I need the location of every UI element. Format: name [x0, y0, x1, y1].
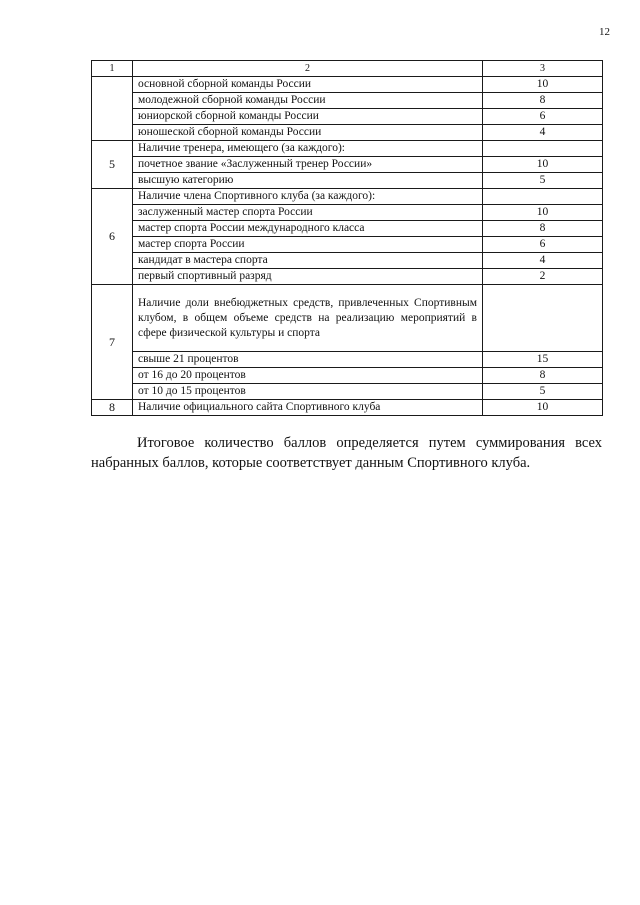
page-number: 12: [599, 26, 610, 38]
row-number-cell: [92, 77, 133, 141]
row-number-cell: 6: [92, 189, 133, 285]
table-row: [92, 352, 603, 368]
table-row: [92, 368, 603, 384]
criterion-cell: высшую категорию: [133, 173, 483, 189]
table-row: [92, 205, 603, 221]
table-row: [92, 173, 603, 189]
table-row: [92, 109, 603, 125]
points-cell: 8: [483, 93, 603, 109]
table-row: [92, 157, 603, 173]
criterion-cell: Наличие доли внебюджетных средств, привлеченных Спортивным клубом, в общем объеме средств на реализацию мероприятий в сфере физической культуры и спорта: [133, 285, 483, 352]
points-cell: 10: [483, 77, 603, 93]
table-row: [92, 141, 603, 157]
criteria-table: [91, 60, 603, 416]
points-cell: 6: [483, 237, 603, 253]
points-cell: 10: [483, 400, 603, 416]
points-cell: [483, 141, 603, 157]
table-row: [92, 221, 603, 237]
table-row: [92, 93, 603, 109]
criterion-cell: почетное звание «Заслуженный тренер России»: [133, 157, 483, 173]
criterion-cell: от 10 до 15 процентов: [133, 384, 483, 400]
criterion-cell: юниорской сборной команды России: [133, 109, 483, 125]
points-cell: 10: [483, 205, 603, 221]
criterion-cell: кандидат в мастера спорта: [133, 253, 483, 269]
points-cell: 8: [483, 368, 603, 384]
points-cell: 8: [483, 221, 603, 237]
points-cell: 15: [483, 352, 603, 368]
table-row: [92, 384, 603, 400]
criterion-cell: Наличие официального сайта Спортивного клуба: [133, 400, 483, 416]
criterion-cell: Наличие члена Спортивного клуба (за каждого):: [133, 189, 483, 205]
points-cell: 6: [483, 109, 603, 125]
criterion-cell: юношеской сборной команды России: [133, 125, 483, 141]
points-cell: 10: [483, 157, 603, 173]
table-row: [92, 189, 603, 205]
criterion-cell: первый спортивный разряд: [133, 269, 483, 285]
criterion-cell: мастер спорта России: [133, 237, 483, 253]
table-row: [92, 285, 603, 352]
criterion-cell: заслуженный мастер спорта России: [133, 205, 483, 221]
criterion-cell: Наличие тренера, имеющего (за каждого):: [133, 141, 483, 157]
criterion-cell: молодежной сборной команды России: [133, 93, 483, 109]
row-number-cell: 7: [92, 285, 133, 400]
points-cell: 4: [483, 125, 603, 141]
points-cell: 5: [483, 384, 603, 400]
header-col-1: 1: [92, 61, 133, 77]
table-row: [92, 77, 603, 93]
table-header-row: [92, 61, 603, 77]
row-number-cell: 8: [92, 400, 133, 416]
points-cell: [483, 189, 603, 205]
points-cell: 5: [483, 173, 603, 189]
points-cell: 4: [483, 253, 603, 269]
table-row: [92, 237, 603, 253]
criterion-cell: основной сборной команды России: [133, 77, 483, 93]
header-col-3: 3: [483, 61, 603, 77]
table-row: [92, 400, 603, 416]
table-row: [92, 269, 603, 285]
criterion-cell: свыше 21 процентов: [133, 352, 483, 368]
points-cell: [483, 285, 603, 352]
row-number-cell: 5: [92, 141, 133, 189]
points-cell: 2: [483, 269, 603, 285]
conclusion-paragraph: Итоговое количество баллов определяется путем суммирования всех набранных баллов, которые соответствует данным Спортивного клуба.: [91, 435, 602, 471]
table-row: [92, 125, 603, 141]
criterion-cell: от 16 до 20 процентов: [133, 368, 483, 384]
table-row: [92, 253, 603, 269]
criterion-cell: мастер спорта России международного класса: [133, 221, 483, 237]
header-col-2: 2: [133, 61, 483, 77]
